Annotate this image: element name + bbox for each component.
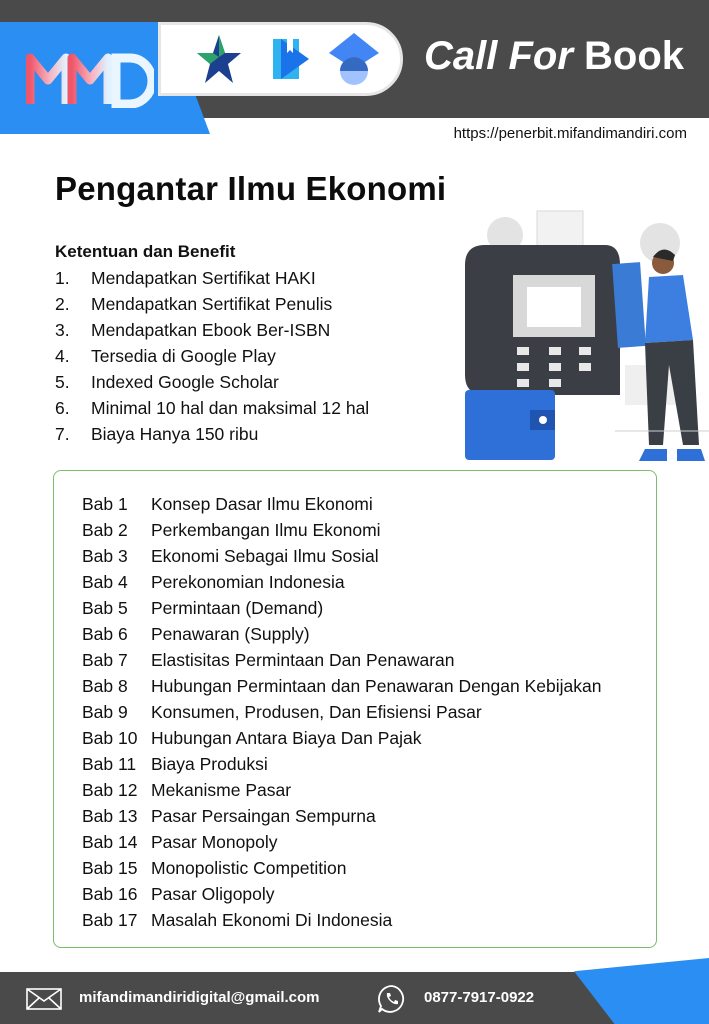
benefit-number: 5. — [55, 372, 70, 392]
chapter-list-box — [53, 470, 657, 948]
chapter-item — [82, 751, 601, 777]
chapter-item — [82, 699, 601, 725]
chapter-title: Konsep Dasar Ilmu Ekonomi — [151, 494, 373, 514]
chapter-title: Hubungan Permintaan dan Penawaran Dengan Kebijakan — [151, 676, 602, 696]
chapter-number: Bab 11 — [82, 754, 137, 774]
chapter-number: Bab 16 — [82, 884, 138, 904]
benefit-text: Biaya Hanya 150 ribu — [91, 424, 259, 444]
chapter-item — [82, 647, 601, 673]
google-play-books-icon — [269, 35, 311, 83]
header-title-book: Book — [584, 34, 685, 78]
benefit-number: 2. — [55, 294, 70, 314]
star-icon — [197, 33, 241, 85]
benefit-text: Mendapatkan Sertifikat HAKI — [91, 268, 316, 288]
chapter-number: Bab 13 — [82, 806, 138, 826]
chapter-title: Konsumen, Produsen, Dan Efisiensi Pasar — [151, 702, 482, 722]
benefit-text: Mendapatkan Sertifikat Penulis — [91, 294, 333, 314]
benefit-text: Minimal 10 hal dan maksimal 12 hal — [91, 398, 370, 418]
footer-bar — [0, 972, 709, 1024]
chapter-number: Bab 12 — [82, 780, 138, 800]
contact-phone[interactable]: 0877-7917-0922 — [424, 989, 535, 1006]
chapter-item — [82, 881, 601, 907]
chapter-item — [82, 621, 601, 647]
chapter-item — [82, 673, 601, 699]
chapter-number: Bab 9 — [82, 702, 128, 722]
header-title-call-for: Call For — [424, 34, 573, 78]
chapter-number: Bab 17 — [82, 910, 138, 930]
benefit-item — [55, 317, 369, 343]
footer-blue-wedge — [574, 958, 709, 1024]
chapter-item — [82, 829, 601, 855]
chapter-number: Bab 15 — [82, 858, 138, 878]
benefit-item — [55, 291, 369, 317]
benefit-item — [55, 343, 369, 369]
chapter-number: Bab 8 — [82, 676, 128, 696]
benefits-heading: Ketentuan dan Benefit — [55, 242, 236, 261]
benefit-item — [55, 369, 369, 395]
google-scholar-icon — [327, 31, 381, 89]
chapter-number: Bab 6 — [82, 624, 128, 644]
chapter-title: Elastisitas Permintaan Dan Penawaran — [151, 650, 455, 670]
mmd-logo — [26, 50, 154, 108]
benefit-text: Tersedia di Google Play — [91, 346, 276, 366]
benefit-number: 7. — [55, 424, 70, 444]
chapter-item — [82, 855, 601, 881]
chapter-number: Bab 10 — [82, 728, 138, 748]
chapter-title: Monopolistic Competition — [151, 858, 347, 878]
chapter-number: Bab 4 — [82, 572, 128, 592]
chapter-title: Permintaan (Demand) — [151, 598, 324, 618]
chapter-item — [82, 517, 601, 543]
benefit-number: 3. — [55, 320, 70, 340]
benefit-text: Mendapatkan Ebook Ber-ISBN — [91, 320, 331, 340]
chapter-title: Masalah Ekonomi Di Indonesia — [151, 910, 393, 930]
chapter-number: Bab 7 — [82, 650, 128, 670]
chapter-item — [82, 595, 601, 621]
chapter-title: Hubungan Antara Biaya Dan Pajak — [151, 728, 422, 748]
benefit-text: Indexed Google Scholar — [91, 372, 279, 392]
contact-email[interactable]: mifandimandiridigital@gmail.com — [79, 989, 320, 1006]
benefit-item — [55, 421, 369, 447]
chapter-list — [82, 491, 601, 933]
payment-illustration — [455, 205, 709, 470]
chapter-title: Biaya Produksi — [151, 754, 268, 774]
chapter-title: Mekanisme Pasar — [151, 780, 292, 800]
whatsapp-icon — [376, 983, 408, 1015]
benefit-item — [55, 265, 369, 291]
chapter-title: Pasar Oligopoly — [151, 884, 275, 904]
chapter-item — [82, 543, 601, 569]
header-title — [424, 34, 684, 79]
benefit-item — [55, 395, 369, 421]
mail-icon — [26, 988, 62, 1010]
chapter-number: Bab 5 — [82, 598, 128, 618]
chapter-title: Perkembangan Ilmu Ekonomi — [151, 520, 381, 540]
platform-icons-pill — [158, 22, 403, 96]
chapter-item — [82, 907, 601, 933]
benefit-number: 6. — [55, 398, 70, 418]
chapter-item — [82, 803, 601, 829]
chapter-title: Ekonomi Sebagai Ilmu Sosial — [151, 546, 379, 566]
chapter-item — [82, 725, 601, 751]
chapter-item — [82, 491, 601, 517]
chapter-number: Bab 14 — [82, 832, 138, 852]
benefit-number: 1. — [55, 268, 70, 288]
header-banner — [0, 0, 709, 118]
chapter-item — [82, 569, 601, 595]
chapter-title: Pasar Persaingan Sempurna — [151, 806, 376, 826]
chapter-number: Bab 2 — [82, 520, 128, 540]
chapter-title: Penawaran (Supply) — [151, 624, 310, 644]
chapter-number: Bab 3 — [82, 546, 128, 566]
chapter-number: Bab 1 — [82, 494, 128, 514]
chapter-item — [82, 777, 601, 803]
benefits-list — [55, 265, 369, 447]
chapter-title: Pasar Monopoly — [151, 832, 278, 852]
publisher-url[interactable]: https://penerbit.mifandimandiri.com — [453, 125, 687, 142]
chapter-title: Perekonomian Indonesia — [151, 572, 345, 592]
benefit-number: 4. — [55, 346, 70, 366]
page-title: Pengantar Ilmu Ekonomi — [55, 170, 447, 207]
